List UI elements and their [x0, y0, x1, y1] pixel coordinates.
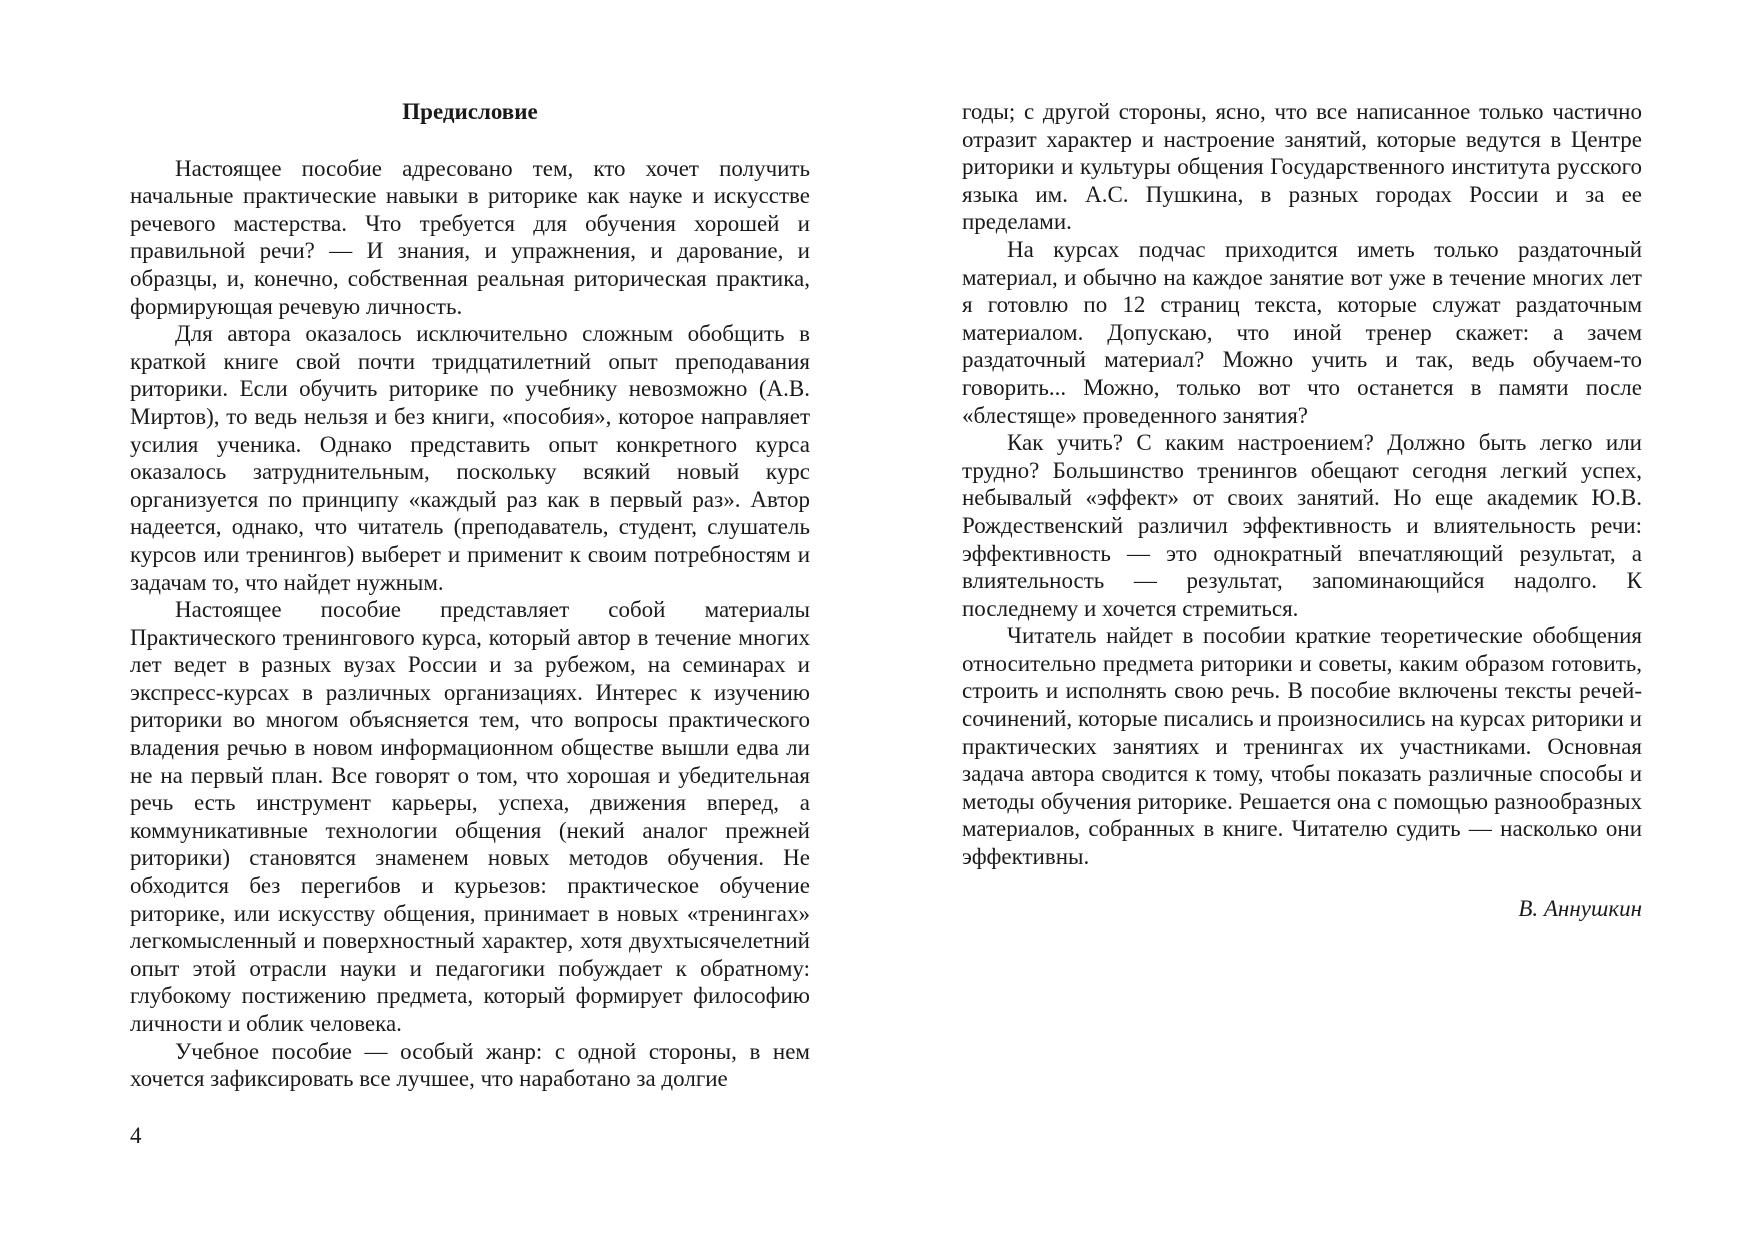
page-title: Предисловие — [402, 99, 538, 124]
paragraph: На курсах подчас приходится иметь только раздаточный материал, и обычно на каждое занятие вот уже в течение многих лет я готовлю по 12 страниц текста, которые служат раздаточным материалом. Допускаю, что иной тренер скажет: а зачем раздаточный материал? Можно учить и так, ведь обучаем-то говорить... Можно, только вот что останется в памяти после «блестяще» проведенного занятия? — [962, 236, 1642, 428]
page-number: 4 — [130, 1123, 142, 1148]
author-signature: В. Аннушкин — [1518, 895, 1642, 921]
right-page-column — [962, 98, 1642, 922]
paragraph: Читатель найдет в пособии краткие теоретические обобщения относительно предмета риторики и советы, каким образом готовить, строить и исполнять свою речь. В пособие включены тексты речей-сочинений, которые писались и произносились на курсах риторики и практических занятиях и тренингах их участниками. Основная задача автора сводится к тому, чтобы показать различные способы и методы обучения риторике. Решается она с помощью разнообразных материалов, собранных в книге. Читателю судить — насколько они эффективны. — [962, 623, 1642, 870]
paragraph-continued: годы; с другой стороны, ясно, что все написанное только частично отразит характер и настроение занятий, которые ведутся в Центре риторики и культуры общения Государственного института русского языка им. А.С. Пушкина, в разных городах России и за ее пределами. — [962, 99, 1642, 235]
paragraph: Настоящее пособие представляет собой материалы Практического тренингового курса, который автор в течение многих лет ведет в разных вузах России и за рубежом, на семинарах и экспресс-курсах в различных организациях. Интерес к изучению риторики во многом объясняется тем, что вопросы практического владения речью в новом информационном обществе вышли едва ли не на первый план. Все говорят о том, что хорошая и убедительная речь есть инструмент карьеры, успеха, движения вперед, а коммуникативные технологии общения (некий аналог прежней риторики) становятся знаменем новых методов обучения. Не обходится без перегибов и курьезов: практическое обучение риторике, или искусству общения, принимает в новых «тренингах» легкомысленный и поверхностный характер, хотя двухтысячелетний опыт этой отрасли науки и педагогики побуждает к обратному: глубокому постижению предмета, который формирует философию личности и облик человека. — [130, 597, 810, 1036]
left-page-column — [130, 98, 810, 1093]
paragraph: Как учить? С каким настроением? Должно быть легко или трудно? Большинство тренингов обещают сегодня легкий успех, небывалый «эффект» от своих занятий. Но еще академик Ю.В. Рождественский различил эффективность и влиятельность речи: эффективность — это однократный впечатляющий результат, а влиятельность — результат, запоминающийся надолго. К последнему и хочется стремиться. — [962, 430, 1642, 621]
paragraph: Настоящее пособие адресовано тем, кто хочет получить начальные практические навыки в риторике как науке и искусстве речевого мастерства. Что требуется для обучения хорошей и правильной речи? — И знания, и упражнения, и дарование, и образцы, и, конечно, собственная реальная риторическая практика, формирующая речевую личность. — [130, 155, 810, 319]
paragraph: Для автора оказалось исключительно сложным обобщить в краткой книге свой почти тридцатилетний опыт преподавания риторики. Если обучить риторике по учебнику невозможно (А.В. Миртов), то ведь нельзя и без книги, «пособия», которое направляет усилия ученика. Однако представить опыт конкретного курса оказалось затруднительным, поскольку всякий новый курс организуется по принципу «каждый раз как в первый раз». Автор надеется, однако, что читатель (преподаватель, студент, слушатель курсов или тренингов) выберет и применит к своим потребностям и задачам то, что найдет нужным. — [130, 321, 810, 595]
paragraph: Учебное пособие — особый жанр: с одной стороны, в нем хочется зафиксировать все лучшее, что наработано за долгие — [130, 1038, 810, 1092]
